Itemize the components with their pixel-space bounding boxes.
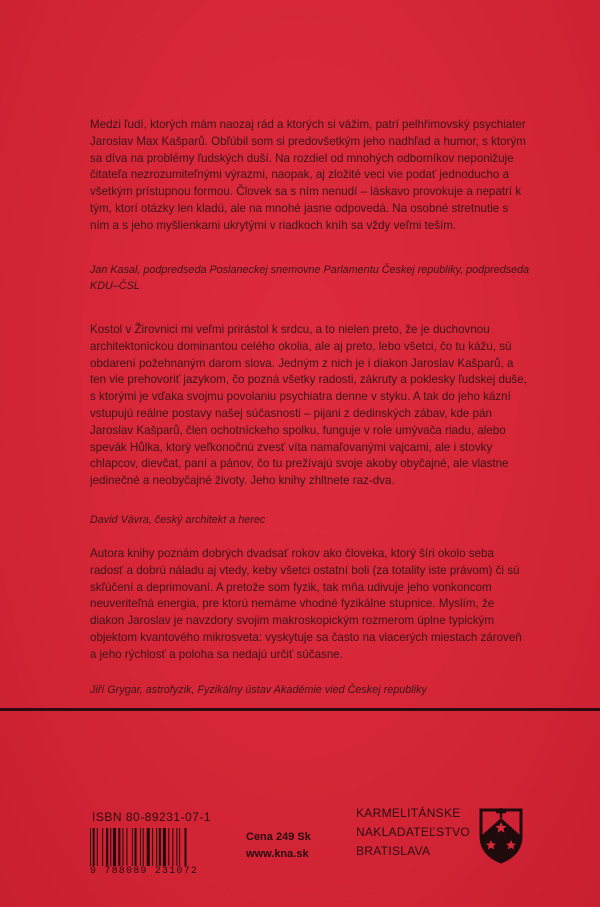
quote-3-text: Autora knihy poznám dobrých dvadsať rokov ako človeka, ktorý šíri okolo seba radosť a dobrú náladu aj vtedy, keby všetci ostatní boli (za totality iste právom) či sú skľúčení a deprimovaní. A pretože som fyzik, tak mňa udivuje jeho vonkoncom neuveriteľná energia, pre ktorú nemáme vhodné fyzikálne stupnice. Myslím, že diakon Jaroslav je navzdory svojim makroskopickým rozmerom úplne typickým objektom kvantového mikrosveta: vyskytuje sa často na viacerých miestach zároveň a jeho rýchlosť a poloha sa nedajú určiť súčasne. (90, 547, 522, 661)
quote-1-author: Jan Kasal, podpredseda Poslaneckej snemovne Parlamentu Českej republiky, podpredseda KDU–ČSL (90, 264, 530, 292)
quote-3-author: Jiří Grygar, astrofyzik, Fyzikálny ústav Akadémie vied Českej republiky (90, 684, 427, 696)
price-label: Cena 249 Sk (246, 831, 311, 843)
divider-rule (0, 708, 600, 711)
barcode-icon (88, 828, 224, 866)
publisher-line-2: NAKLADATEĽSTVO (356, 825, 471, 839)
barcode-block (88, 810, 228, 877)
isbn-number: ISBN 80-89231-07-1 (92, 810, 212, 824)
quote-1-text: Medzi ľudí, ktorých mám naozaj rád a ktorých si vážim, patrí pelhřimovský psychiater Jaroslav Max Kašparů. Obľúbil som si predovšetkým jeho nadhľad a humor, s ktorým sa díva na problémy ľudských duší. Na rozdiel od mnohých odborníkov neponižuje čitateľa nezrozumiteľnými výrazmi, naopak, aj zložité veci vie podať jednoducho a všetkým prístupnou formou. Človek sa s ním nenudí – láskavo provokuje a nepatrí k tým, ktorí otázky len kladú, ale na mnohé jasne odpovedá. Na osobné stretnutie s ním a s jeho myšlienkami ukrytými v riadkoch kníh sa vždy veľmi teším. (90, 118, 526, 232)
publisher-line-1: KARMELITÁNSKE (356, 806, 461, 820)
quote-2-author: David Vávra, český architekt a herec (90, 514, 266, 526)
website-link[interactable]: www.kna.sk (246, 848, 309, 860)
quote-2-text: Kostol v Žirovnici mi veľmi prirástol k srdcu, a to nielen preto, že je duchovnou architektonickou dominantou celého okolia, ale aj preto, lebo všetci, čo tu kážu, sú obdarení požehnaným darom slova. Jedným z nich je i diakon Jaroslav Kašparů, a ten vie prehovoriť jazykom, čo pozná všetky radosti, zákruty a poklesky ľudskej duše, s ktorými je vďaka svojmu povolaniu psychiatra denne v styku. A tak do jeho kázní vstupujú reálne postavy našej súčasnosti – pijani z dedinských zábav, kde pán Jaroslav Kašparů, člen ochotníckeho spolku, funguje v role umývača riadu, alebo spevák Hůlka, ktorý veľkonočnú zvesť víta namaľovanými vajcami, ale i stovky chlapcov, dievčat, paní a pánov, čo tu prežívajú svoje akoby obyčajné, ale vlastne jedinečné a neobyčajné životy. Jeho knihy zhltnete raz-dva. (90, 323, 527, 488)
carmelite-shield-icon (478, 806, 524, 864)
barcode-digits: 9 788089 231072 (90, 866, 199, 877)
publisher-name (356, 804, 476, 861)
publisher-line-3: BRATISLAVA (356, 844, 431, 858)
price-block (246, 829, 326, 863)
